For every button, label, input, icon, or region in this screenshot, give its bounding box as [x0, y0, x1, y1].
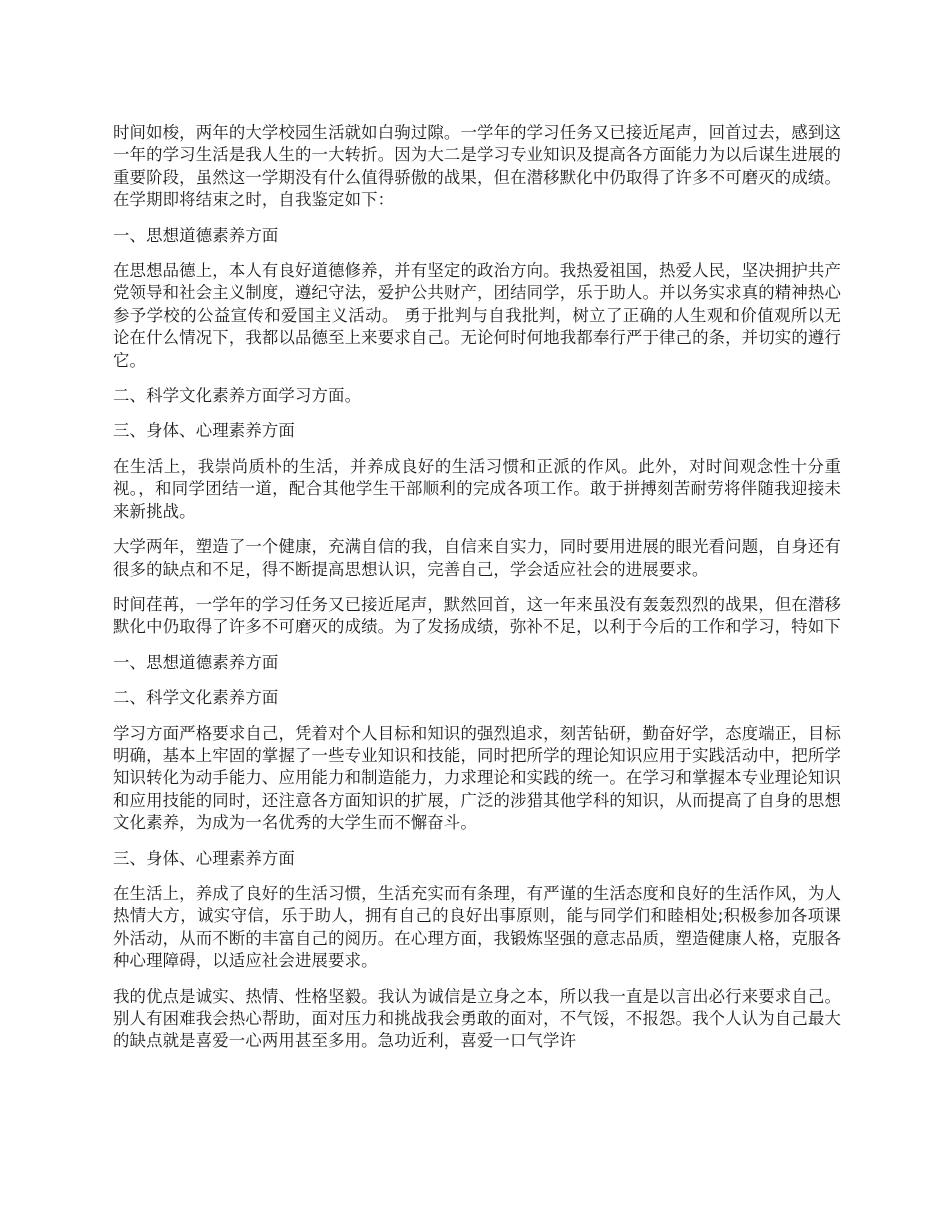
section-heading-moral: 一、思想道德素养方面: [113, 225, 279, 245]
intro-paragraph: 时间如梭，两年的大学校园生活就如白驹过隙。一学年的学习任务又已接近尾声，回首过去，感到这一年的学习生活是我人生的一大转折。因为大二是学习专业知识及提高各方面能力为以后谋生进展的重要阶段，虽然这一学期没有什么值得骄傲的战果，但在潜移默化中仍取得了许多不可磨灭的成绩。在学期即将结束之时，自我鉴定如下：: [113, 123, 841, 210]
study-paragraph: 学习方面严格要求自己，凭着对个人目标和知识的强烈追求，刻苦钻研，勤奋好学，态度端正，目标明确，基本上牢固的掌握了一些专业知识和技能，同时把所学的理论知识应用于实践活动中，把所学知识转化为动手能力、应用能力和制造能力，力求理论和实践的统一。在学习和掌握本专业理论知识和应用技能的同时，还注意各方面知识的扩展，广泛的涉猎其他学科的知识，从而提高了自身的思想文化素养，为成为一名优秀的大学生而不懈奋斗。: [113, 723, 841, 833]
section-heading-science-2: 二、科学文化素养方面: [113, 688, 279, 708]
section-heading-moral-2: 一、思想道德素养方面: [113, 652, 279, 672]
life-paragraph: 在生活上，我崇尚质朴的生活，并养成良好的生活习惯和正派的作风。此外，对时间观念性十分重视。，和同学团结一道，配合其他学生干部顺利的完成各项工作。敢于拼搏刻苦耐劳将伴随我迎接未来新挑战。: [113, 456, 841, 521]
moral-paragraph: 在思想品德上，本人有良好道德修养，并有坚定的政治方向。我热爱祖国，热爱人民，坚决拥护共产党领导和社会主义制度，遵纪守法，爱护公共财产，团结同学，乐于助人。并以务实求真的精神热心参予学校的公益宣传和爱国主义活动。 勇于批判与自我批判，树立了正确的人生观和价值观所以无论在什么情况下，我都以品德至上来要求自己。无论何时何地我都奉行严于律己的条，并切实的遵行它。: [113, 261, 841, 370]
strengths-paragraph: 我的优点是诚实、热情、性格坚毅。我认为诚信是立身之本，所以我一直是以言出必行来要求自己。别人有困难我会热心帮助，面对压力和挑战我会勇敢的面对，不气馁，不报怨。我个人认为自己最大的缺点就是喜爱一心两用甚至多用。急功近利，喜爱一口气学许: [113, 986, 841, 1051]
life-paragraph-2: 在生活上，养成了良好的生活习惯，生活充实而有条理，有严谨的生活态度和良好的生活作风，为人热情大方，诚实守信，乐于助人，拥有自己的良好出事原则，能与同学们和睦相处;积极参加各项课外活动，从而不断的丰富自己的阅历。在心理方面，我锻炼坚强的意志品质，塑造健康人格，克服各种心理障碍，以适应社会进展要求。: [113, 883, 841, 971]
two-years-paragraph: 大学两年，塑造了一个健康，充满自信的我，自信来自实力，同时要用进展的眼光看问题，自身还有很多的缺点和不足，得不断提高思想认识，完善自己，学会适应社会的进展要求。: [113, 537, 841, 579]
section-heading-body-mind-2: 三、身体、心理素养方面: [113, 848, 295, 868]
summary-intro-paragraph: 时间荏苒，一学年的学习任务又已接近尾声，默然回首，这一年来虽没有轰轰烈烈的战果，但在潜移默化中仍取得了许多不可磨灭的成绩。为了发扬成绩，弥补不足，以利于今后的工作和学习，特如下: [113, 594, 841, 637]
section-heading-science: 二、科学文化素养方面学习方面。: [113, 386, 362, 406]
document-page: [113, 122, 841, 1066]
section-heading-body-mind: 三、身体、心理素养方面: [113, 421, 295, 441]
